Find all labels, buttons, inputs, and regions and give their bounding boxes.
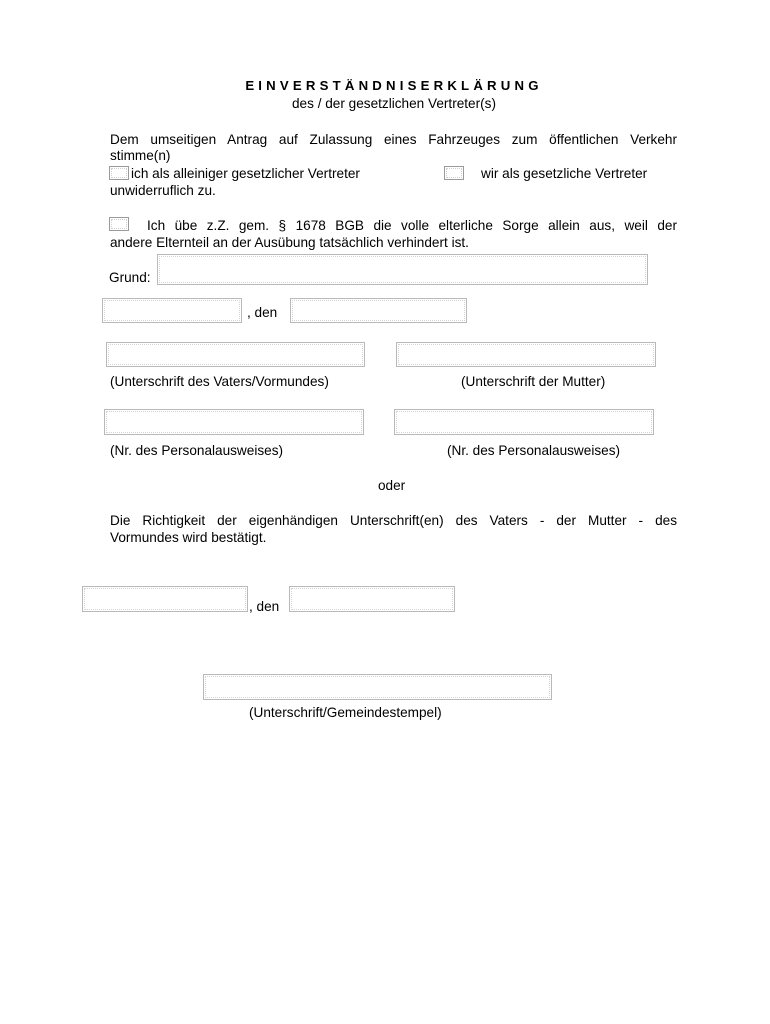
certification-text-line1: Die Richtigkeit der eigenhändigen Unterschrift(en) des Vaters - der Mutter - des bbox=[110, 513, 677, 528]
certification-text-line2: Vormundes wird bestätigt. bbox=[110, 530, 267, 545]
consent-text-end: unwiderruflich zu. bbox=[110, 183, 216, 198]
custody-text-line1: Ich übe z.Z. gem. § 1678 BGB die volle elterliche Sorge allein aus, weil der bbox=[147, 218, 677, 233]
consent-text-line1: Dem umseitigen Antrag auf Zulassung eines Fahrzeuges zum öffentlichen Verkehr bbox=[110, 132, 677, 147]
place-field-2[interactable] bbox=[82, 586, 248, 612]
sole-representative-label: ich als alleiniger gesetzlicher Vertreter bbox=[131, 166, 360, 181]
date-field-1[interactable] bbox=[290, 298, 467, 323]
date-field-2[interactable] bbox=[289, 586, 455, 612]
father-id-label: (Nr. des Personalausweises) bbox=[110, 443, 284, 458]
joint-representatives-label: wir als gesetzliche Vertreter bbox=[481, 166, 648, 181]
reason-field[interactable] bbox=[157, 254, 648, 285]
form-subtitle: des / der gesetzlichen Vertreter(s) bbox=[292, 96, 496, 111]
date-connector-1: , den bbox=[247, 305, 278, 320]
date-connector-2: , den bbox=[249, 599, 280, 614]
reason-label: Grund: bbox=[109, 270, 151, 285]
mother-id-label: (Nr. des Personalausweises) bbox=[447, 443, 621, 458]
mother-id-field[interactable] bbox=[394, 409, 654, 435]
joint-representatives-checkbox[interactable] bbox=[444, 166, 464, 180]
mother-signature-label: (Unterschrift der Mutter) bbox=[461, 374, 606, 389]
father-id-field[interactable] bbox=[104, 409, 364, 435]
alternative-label: oder bbox=[378, 478, 406, 493]
sole-custody-checkbox[interactable] bbox=[109, 217, 129, 231]
father-signature-field[interactable] bbox=[106, 342, 365, 367]
official-signature-label: (Unterschrift/Gemeindestempel) bbox=[249, 705, 442, 720]
form-title: EINVERSTÄNDNISERKLÄRUNG bbox=[245, 78, 543, 93]
father-signature-label: (Unterschrift des Vaters/Vormundes) bbox=[110, 374, 329, 389]
place-field-1[interactable] bbox=[102, 298, 242, 323]
custody-text-line2: andere Elternteil an der Ausübung tatsächlich verhindert ist. bbox=[110, 235, 469, 250]
sole-representative-checkbox[interactable] bbox=[109, 166, 129, 180]
official-signature-field[interactable] bbox=[203, 674, 552, 700]
mother-signature-field[interactable] bbox=[396, 342, 656, 367]
consent-text-line2: stimme(n) bbox=[110, 148, 171, 163]
